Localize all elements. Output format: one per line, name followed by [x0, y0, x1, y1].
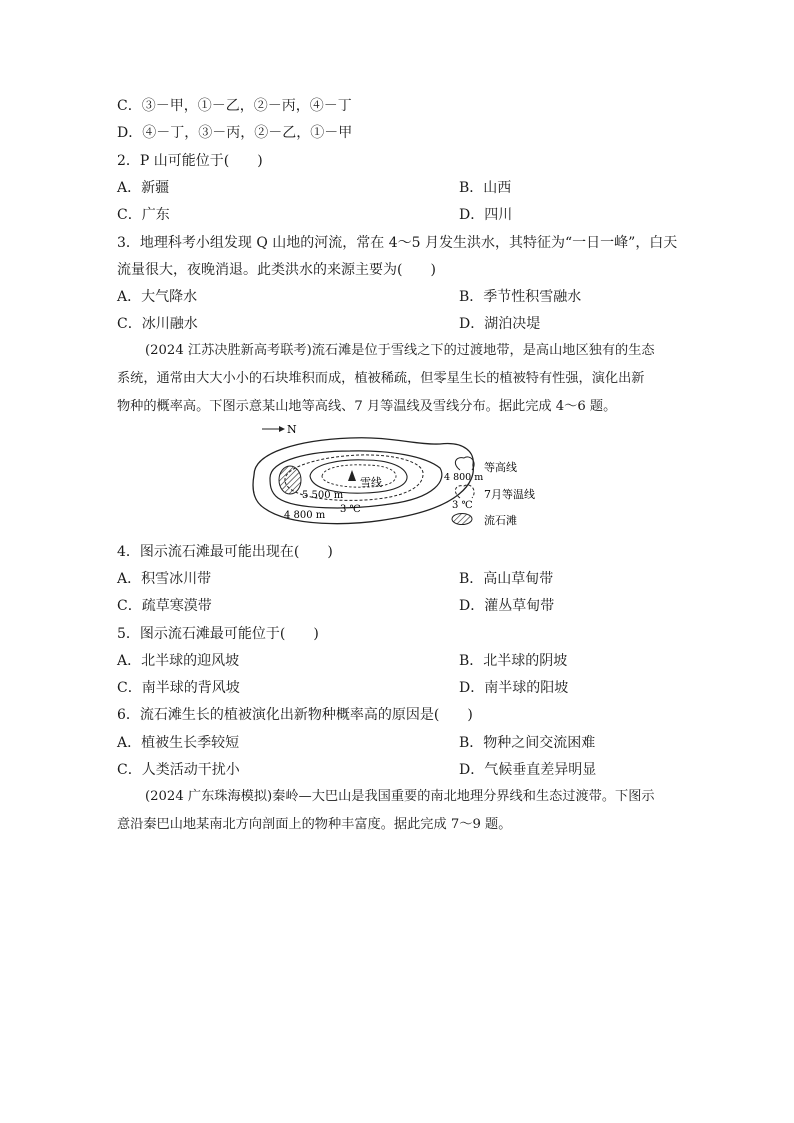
q1-option-d: D．④－丁，③－丙，②－乙，①－甲	[117, 125, 353, 141]
mountain-contour-map	[240, 418, 560, 533]
q1-option-c: C．③－甲，①－乙，②－丙，④－丁	[117, 98, 352, 114]
q2-option-b: B．山西	[459, 180, 512, 196]
north-label: N	[287, 423, 297, 436]
q4-option-d: D．灌丛草甸带	[459, 598, 555, 614]
contour-outer-label: 4 800 m	[284, 510, 326, 521]
q3-option-d: D．湖泊决堤	[459, 316, 541, 332]
map-legend	[444, 457, 535, 527]
q6-option-a: A．植被生长季较短	[117, 735, 240, 751]
snowline	[322, 465, 396, 487]
north-arrow	[262, 423, 297, 436]
q6-option-c: C．人类活动干扰小	[117, 762, 240, 778]
legend-contour-value: 4 800 m	[444, 472, 484, 483]
q2-stem: 2．P 山可能位于( )	[117, 153, 263, 169]
isotherm-label: 3 ℃	[340, 504, 361, 515]
passage-1-line1: (2024 江苏决胜新高考联考)流石滩是位于雪线之下的过渡地带，是高山地区独有的生态	[145, 343, 655, 358]
q6-options-row1	[117, 733, 596, 753]
q4-options-row1	[117, 569, 554, 589]
q3-options-row2	[117, 314, 541, 334]
q5-option-d: D．南半球的阳坡	[459, 680, 569, 696]
q4-options-row2	[117, 596, 555, 616]
q5-stem: 5．图示流石滩最可能位于( )	[117, 626, 319, 642]
contour-inner-label: 5 500 m	[302, 490, 344, 501]
contour-inner	[310, 460, 407, 493]
q6-stem: 6．流石滩生长的植被演化出新物种概率高的原因是( )	[117, 707, 473, 723]
q6-options-row2	[117, 760, 597, 780]
q2-option-d: D．四川	[459, 207, 513, 223]
q6-option-d: D．气候垂直差异明显	[459, 762, 597, 778]
snowline-label: 雪线	[360, 476, 382, 489]
legend-scree-label: 流石滩	[484, 514, 517, 527]
q6-option-b: B．物种之间交流困难	[459, 735, 596, 751]
q3-options-row1	[117, 287, 582, 307]
passage-1-line3: 物种的概率高。下图示意某山地等高线、7 月等温线及雪线分布。据此完成 4～6 题。	[117, 399, 617, 414]
legend-isotherm-symbol	[455, 485, 474, 498]
q2-option-a: A．新疆	[117, 180, 170, 196]
q4-option-a: A．积雪冰川带	[117, 571, 212, 587]
q4-stem: 4．图示流石滩最可能出现在( )	[117, 544, 333, 560]
q5-options-row2	[117, 678, 569, 698]
scree-area	[279, 466, 301, 494]
q3-option-b: B．季节性积雪融水	[459, 289, 582, 305]
q2-option-c: C．广东	[117, 207, 170, 223]
legend-scree-symbol	[452, 514, 472, 525]
q5-option-b: B．北半球的阴坡	[459, 653, 568, 669]
legend-contour-label: 等高线	[484, 461, 517, 474]
passage-2	[117, 783, 682, 839]
q4-option-c: C．疏草寒漠带	[117, 598, 212, 614]
q2-options-row2	[117, 205, 513, 225]
passage-2-line1: (2024 广东珠海模拟)秦岭—大巴山是我国重要的南北地理分界线和生态过渡带。下图示	[145, 789, 655, 804]
q5-option-a: A．北半球的迎风坡	[117, 653, 240, 669]
passage-2-line2: 意沿秦巴山地某南北方向剖面上的物种丰富度。据此完成 7～9 题。	[117, 817, 512, 832]
legend-isotherm-value: 3 ℃	[452, 500, 473, 511]
q3-option-a: A．大气降水	[117, 289, 198, 305]
q5-option-c: C．南半球的背风坡	[117, 680, 240, 696]
passage-1-line2: 系统，通常由大大小小的石块堆积而成，植被稀疏，但零星生长的植被特有性强，演化出新	[117, 371, 645, 386]
q3-option-c: C．冰川融水	[117, 316, 198, 332]
q3-stem-line2: 流量很大，夜晚消退。此类洪水的来源主要为( )	[117, 262, 436, 278]
legend-isotherm-label: 7月等温线	[484, 488, 535, 501]
passage-1	[117, 337, 682, 421]
q3-stem-line1: 3．地理科考小组发现 Q 山地的河流，常在 4～5 月发生洪水，其特征为“一日一峰”，白天	[117, 235, 678, 251]
q4-option-b: B．高山草甸带	[459, 571, 554, 587]
q2-options-row1	[117, 178, 512, 198]
q5-options-row1	[117, 651, 568, 671]
peak-icon	[348, 470, 356, 481]
legend-contour-symbol	[455, 457, 474, 470]
